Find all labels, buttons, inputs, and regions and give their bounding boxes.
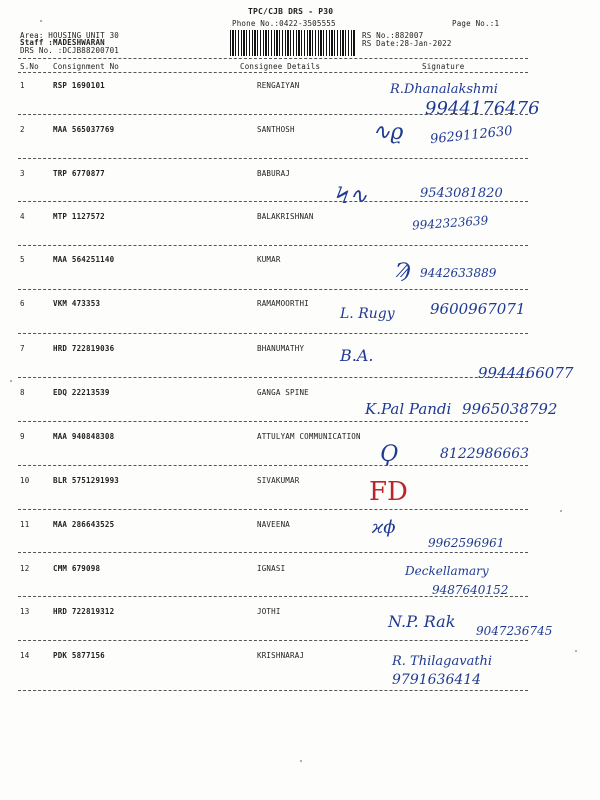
row-consignment: MTP 1127572: [53, 212, 105, 221]
phone-4b: 9942323639: [411, 213, 489, 233]
signature-11-scribble: ϰϕ: [372, 517, 396, 538]
phone-2: 9629112630: [429, 123, 514, 148]
row-consignment: CMM 679098: [53, 564, 101, 573]
row-consignment: VKM 473353: [53, 299, 101, 308]
row-sno: 6: [20, 299, 25, 308]
signature-4-scribble: Ϟ∿: [336, 184, 368, 209]
rs-date: RS Date:28-Jan-2022: [362, 39, 452, 48]
row-divider: [18, 245, 528, 246]
phone-number: Phone No.:0422-3505555: [232, 19, 336, 28]
scan-speck: [10, 380, 12, 382]
row-consignment: HRD 722819312: [53, 607, 115, 616]
row-consignment: MAA 565037769: [53, 125, 115, 134]
signature-2-scribble: ∿ϱ: [372, 120, 404, 145]
phone-5: 9442633889: [420, 266, 497, 280]
phone-4: 9543081820: [420, 186, 503, 201]
phone-9: 8122986663: [440, 446, 530, 462]
row-consignee: IGNASI: [257, 564, 286, 573]
row-consignee: GANGA SPINE: [257, 388, 309, 397]
phone-6: 9600967071: [430, 300, 526, 318]
row-sno: 5: [20, 255, 25, 264]
signature-6: L. Rugy: [340, 306, 395, 322]
row-sno: 13: [20, 607, 30, 616]
row-sno: 4: [20, 212, 25, 221]
row-divider: [18, 158, 528, 159]
signature-5-scribble: Ϡ: [395, 258, 411, 282]
scan-speck: [575, 650, 577, 652]
staff-label: Staff :MADESHWARAN: [20, 38, 105, 47]
signature-10-fd: FD: [369, 477, 408, 507]
phone-8: 9965038792: [462, 400, 558, 418]
signature-12: Deckellamary: [405, 564, 489, 578]
row-divider: [18, 509, 528, 510]
row-consignee: BALAKRISHNAN: [257, 212, 314, 221]
row-consignment: MAA 564251140: [53, 255, 115, 264]
table-row: [0, 212, 600, 254]
row-consignment: EDQ 22213539: [53, 388, 110, 397]
phone-14: 9791636414: [392, 672, 482, 688]
header-divider: [18, 58, 528, 59]
phone-13: 9047236745: [476, 624, 553, 638]
document-title: TPC/CJB DRS - P30: [248, 7, 334, 16]
signature-13: N.P. Rak: [388, 612, 456, 631]
row-consignee: ATTULYAM COMMUNICATION: [257, 432, 361, 441]
drs-number: DRS No. :DCJB88200701: [20, 46, 120, 55]
row-sno: 11: [20, 520, 30, 529]
barcode: [230, 30, 355, 56]
row-sno: 9: [20, 432, 25, 441]
row-divider: [18, 421, 528, 422]
table-row: [0, 564, 600, 606]
row-consignment: PDK 5877156: [53, 651, 105, 660]
table-row: [0, 169, 600, 211]
table-row: [0, 651, 600, 693]
row-sno: 3: [20, 169, 25, 178]
row-consignment: RSP 1690101: [53, 81, 105, 90]
col-signature: Signature: [422, 62, 465, 71]
row-sno: 7: [20, 344, 25, 353]
phone-12: 9487640152: [432, 583, 509, 597]
row-sno: 14: [20, 651, 30, 660]
row-divider: [18, 201, 528, 202]
phone-7: 9944466077: [478, 364, 574, 382]
row-sno: 10: [20, 476, 30, 485]
table-row: [0, 476, 600, 518]
row-consignee: SIVAKUMAR: [257, 476, 300, 485]
row-consignment: MAA 286643525: [53, 520, 115, 529]
area-label: Area: HOUSING UNIT 30: [20, 31, 120, 40]
row-divider: [18, 377, 528, 378]
row-divider: [18, 552, 528, 553]
col-consignment: Consignment No: [53, 62, 120, 71]
row-divider: [18, 640, 528, 641]
row-sno: 2: [20, 125, 25, 134]
scan-speck: [560, 510, 562, 512]
row-consignee: NAVEENA: [257, 520, 291, 529]
signature-7: B.A.: [340, 346, 374, 365]
signature-8: K.Pal Pandi: [365, 400, 452, 418]
row-consignee: JOTHI: [257, 607, 281, 616]
table-row: [0, 255, 600, 297]
header-divider-bottom: [18, 72, 528, 73]
table-row: [0, 520, 600, 562]
col-sno: S.No: [20, 62, 39, 71]
row-divider: [18, 333, 528, 334]
signature-1: R.Dhanalakshmi: [390, 82, 498, 97]
col-consignee: Consignee Details: [240, 62, 321, 71]
row-divider: [18, 465, 528, 466]
row-divider: [18, 289, 528, 290]
row-consignee: BHANUMATHY: [257, 344, 305, 353]
row-consignment: TRP 6770877: [53, 169, 105, 178]
row-consignee: BABURAJ: [257, 169, 291, 178]
scan-speck: [300, 760, 302, 762]
row-sno: 12: [20, 564, 30, 573]
row-consignment: MAA 940848308: [53, 432, 115, 441]
scan-speck: [40, 20, 42, 22]
signature-14: R. Thilagavathi: [392, 654, 493, 669]
phone-11: 9962596961: [428, 536, 505, 550]
row-consignment: BLR 5751291993: [53, 476, 120, 485]
phone-1: 9944176476: [425, 98, 540, 119]
row-consignee: KUMAR: [257, 255, 281, 264]
row-consignee: KRISHNARAJ: [257, 651, 305, 660]
row-sno: 8: [20, 388, 25, 397]
row-consignment: HRD 722819036: [53, 344, 115, 353]
signature-9-scribble: Ϙ: [380, 442, 399, 467]
row-consignee: RAMAMOORTHI: [257, 299, 309, 308]
page-number: Page No.:1: [452, 19, 500, 28]
row-divider: [18, 690, 528, 691]
row-consignee: SANTHOSH: [257, 125, 295, 134]
rs-number: RS No.:882007: [362, 31, 424, 40]
row-sno: 1: [20, 81, 25, 90]
row-consignee: RENGAIYAN: [257, 81, 300, 90]
